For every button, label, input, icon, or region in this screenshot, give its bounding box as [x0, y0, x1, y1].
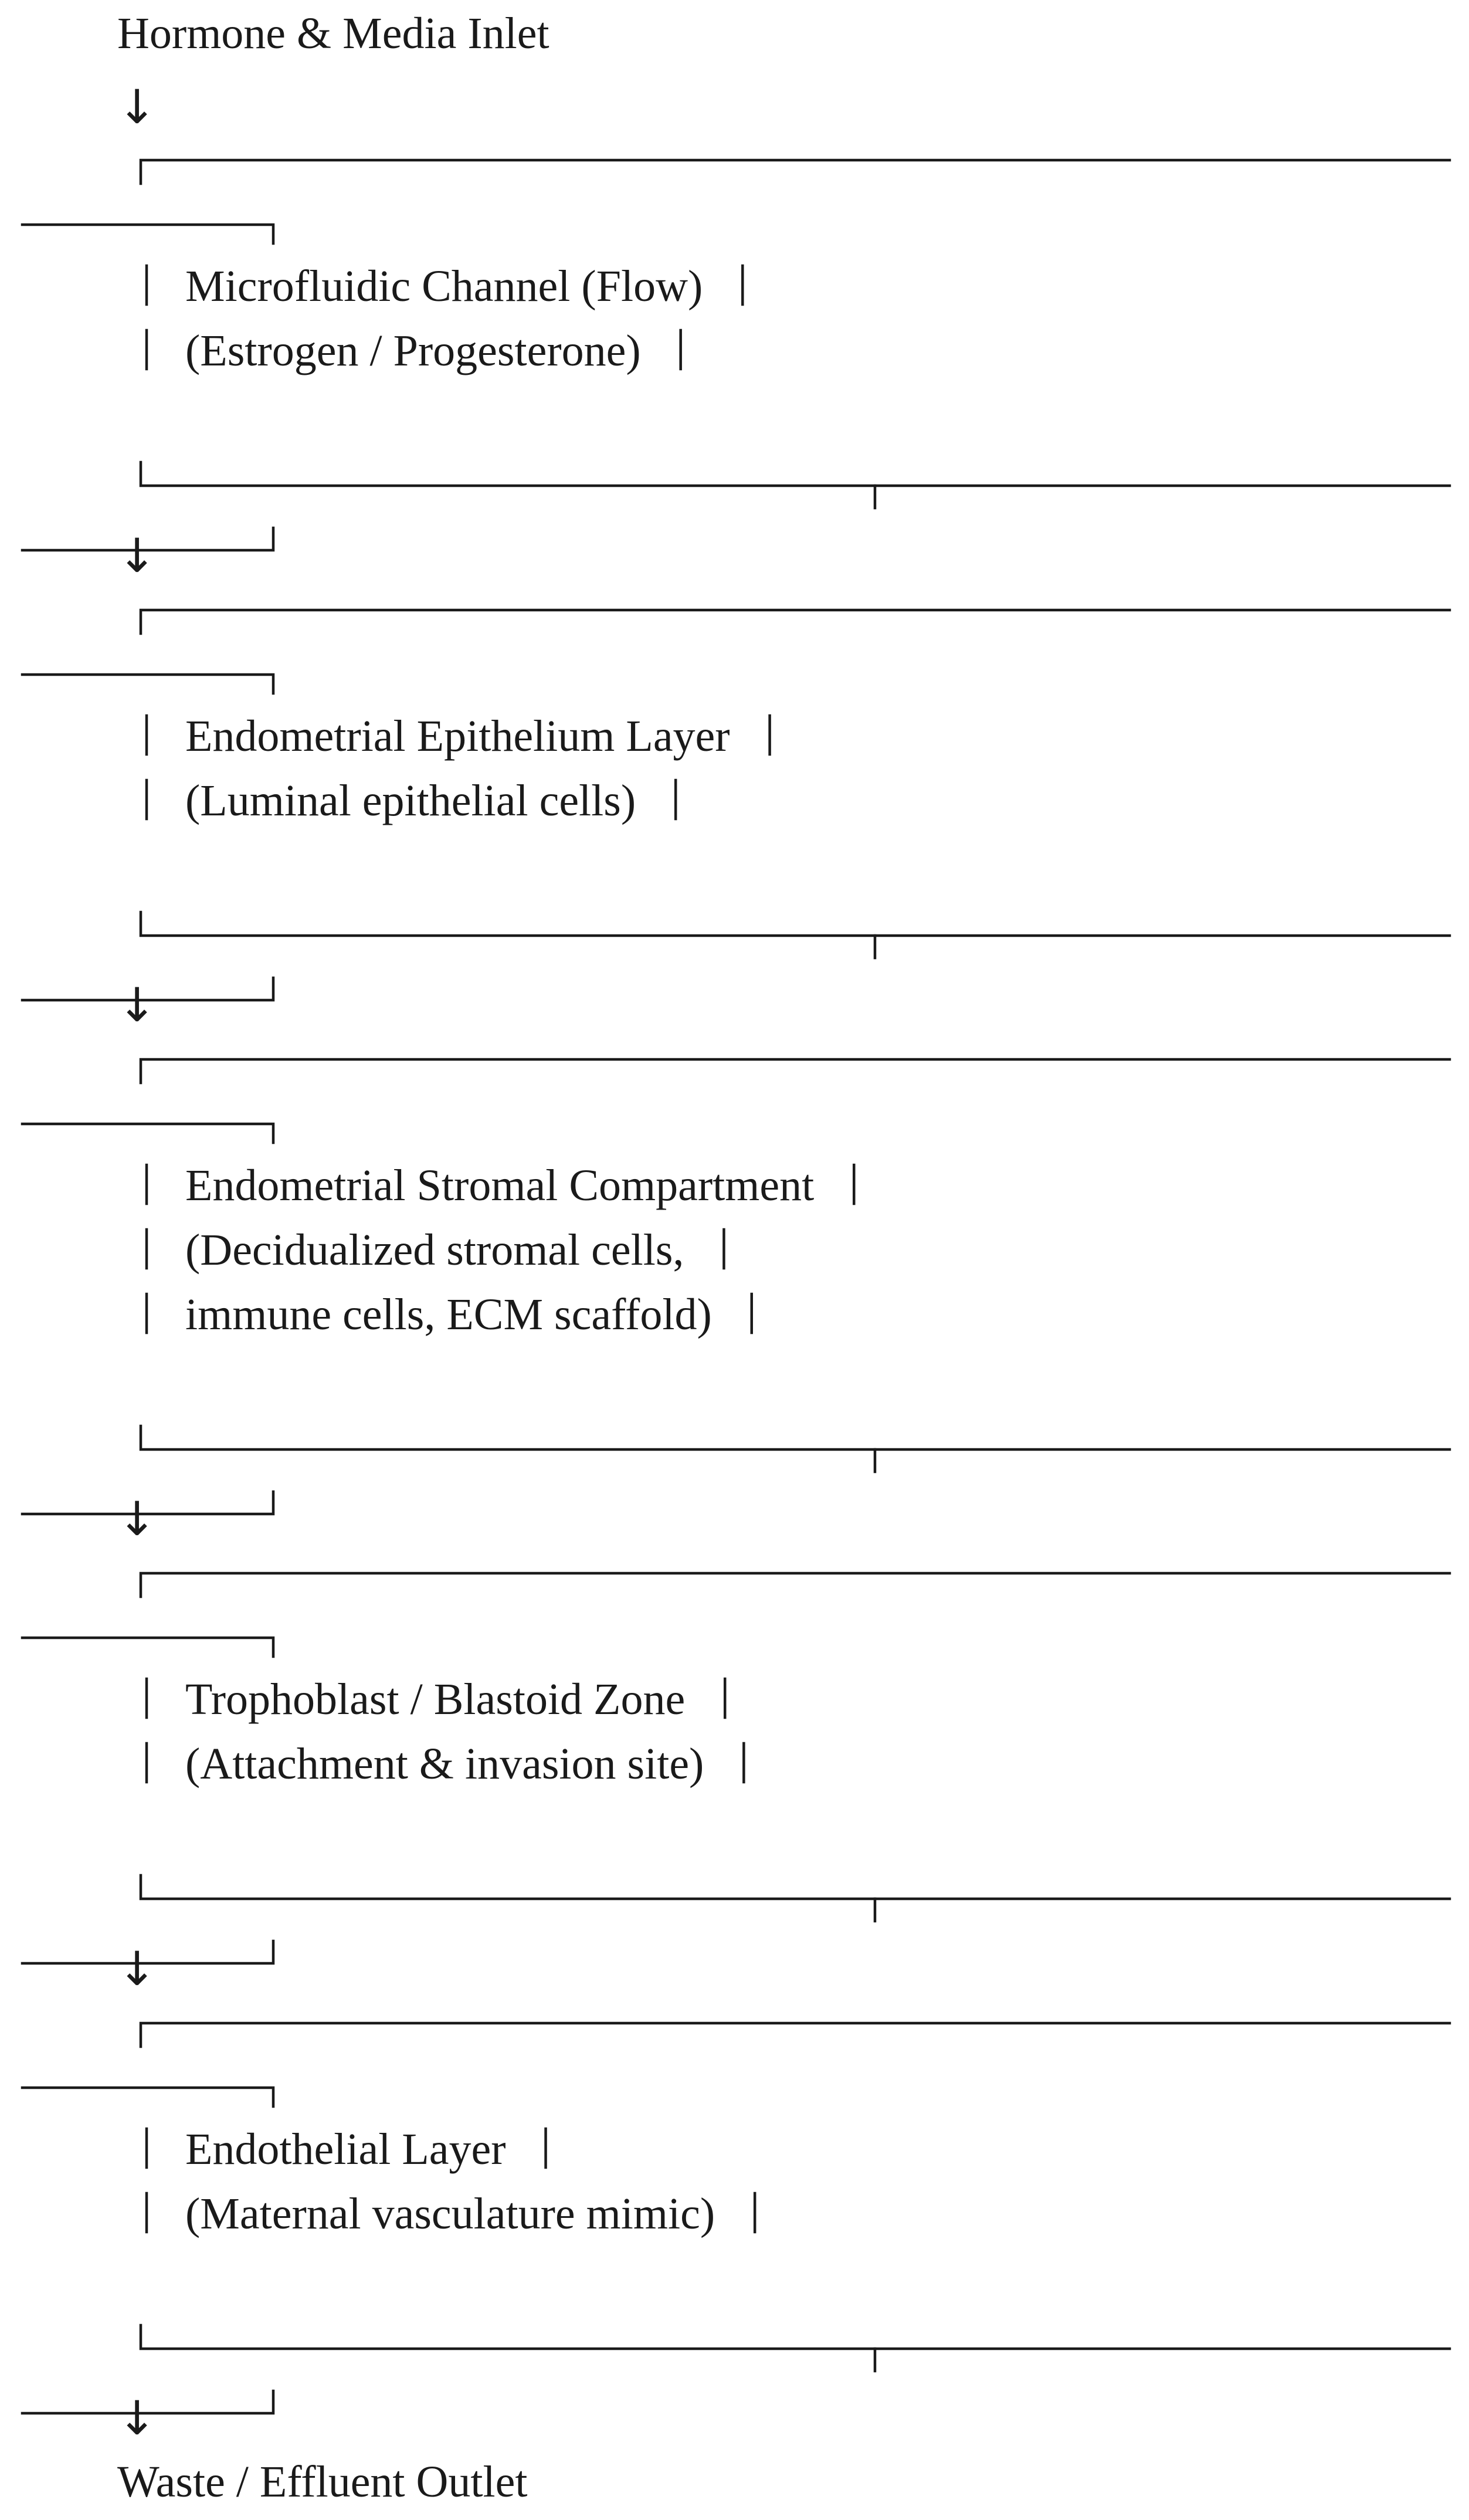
box-top-edge [141, 2023, 1450, 2047]
layer-box-trophoblast [22, 1573, 1450, 1963]
flow-arrow-icon: ↓ [117, 529, 157, 583]
layer-text-line: (Attachment & invasion site) [185, 1739, 704, 1789]
layer-text-line: (Luminal epithelial cells) [185, 776, 636, 825]
layer-box-epithelium [22, 610, 1450, 1000]
box-upper-ledge [22, 675, 273, 693]
layer-box-stroma [22, 1059, 1450, 1514]
box-top-edge [141, 160, 1450, 184]
box-upper-ledge [22, 225, 273, 243]
layer-text-line: immune cells, ECM scaffold) [185, 1290, 712, 1339]
box-upper-ledge [22, 2088, 273, 2106]
box-upper-ledge [22, 1124, 273, 1143]
box-top-edge [141, 1573, 1450, 1597]
box-bottom-edge [141, 462, 1450, 486]
box-top-edge [141, 610, 1450, 634]
layer-box-channel [22, 160, 1450, 550]
box-top-edge [141, 1059, 1450, 1083]
flow-arrow-icon: ↓ [117, 978, 157, 1032]
inlet-label: Hormone & Media Inlet [117, 9, 549, 58]
layer-text-line: (Maternal vasculature mimic) [185, 2189, 715, 2238]
flow-arrow-icon: ↓ [117, 2391, 157, 2446]
layer-text-line: Trophoblast / Blastoid Zone [185, 1675, 686, 1724]
box-bottom-edge [141, 2325, 1450, 2349]
layer-text-line: Microfluidic Channel (Flow) [185, 262, 703, 311]
box-bottom-edge [141, 1875, 1450, 1899]
box-bottom-edge [141, 912, 1450, 936]
layer-text-line: Endometrial Stromal Compartment [185, 1161, 815, 1210]
layers-group [22, 80, 1450, 2446]
layer-text-line: (Estrogen / Progesterone) [185, 326, 641, 375]
flow-arrow-icon: ↓ [117, 1942, 157, 1996]
box-bottom-edge [141, 1426, 1450, 1449]
flow-arrow-icon: ↓ [117, 1492, 157, 1546]
layer-text-line: Endometrial Epithelium Layer [185, 712, 730, 761]
layer-box-endothelium [22, 2023, 1450, 2413]
layer-text-line: Endothelial Layer [185, 2125, 506, 2174]
layer-text-line: (Decidualized stromal cells, [185, 1225, 684, 1275]
flow-arrow-icon: ↓ [117, 80, 157, 134]
outlet-label: Waste / Effluent Outlet [117, 2457, 528, 2507]
box-upper-ledge [22, 1638, 273, 1657]
